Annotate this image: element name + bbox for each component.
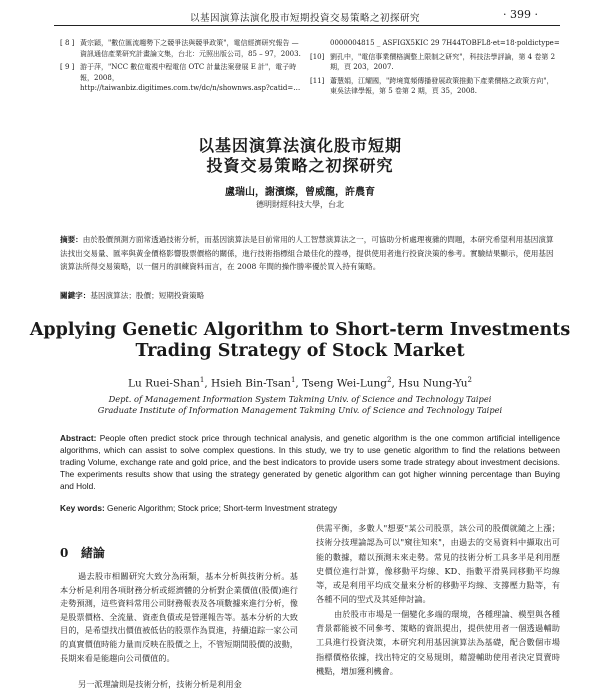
chinese-title-line-1: 以基因演算法演化股市短期 (197, 136, 402, 155)
chinese-abstract-label: 摘要： (60, 235, 83, 244)
section-title: 緒論 (80, 546, 105, 560)
chinese-keywords-text: 基因演算法；股價；短期投資策略 (90, 291, 205, 300)
reference-item (60, 38, 305, 59)
chinese-keywords-label: 關鍵字： (60, 291, 91, 300)
english-affiliations (0, 394, 600, 416)
reference-number: [ 9 ] (60, 63, 75, 71)
author-affiliation-mark: 1 (199, 376, 205, 384)
chinese-affiliation: 德明財經科技大學，台北 (256, 200, 344, 209)
section-heading (60, 544, 105, 561)
reference-text: 黃宗穎，"數位匯流趨勢下之競爭法與競爭政策"，電信經濟研究報告 — 資訊通信產業研究計畫論文集，台北：元照出版公司，85 – 97，2003. (80, 39, 301, 58)
header-rule (54, 25, 560, 26)
reference-item (310, 52, 560, 73)
author: Hsu Nung-Yu (398, 377, 468, 390)
author-affiliation-mark: 1 (290, 376, 296, 384)
reference-item (310, 76, 560, 97)
english-abstract (60, 432, 560, 492)
english-title-line-1: Applying Genetic Algorithm to Short-term Investments (29, 320, 571, 340)
english-keywords-label: Key words: (60, 503, 105, 513)
chinese-abstract (60, 233, 560, 274)
reference-text: 劉孔中，"電信事業價格調整上限制之研究"，科技法學評論，第 4 卷第 2 期，頁 203，2007. (330, 52, 556, 71)
references-left (60, 38, 305, 97)
english-abstract-text: People often predict stock price through technical analysis, and genetic algorithm is the one common artificial intelligence algorithms, which can assist to solve complex questions. In this study, we try to use genetic algorithm to find the relations between trading Volume, exchange rate and gold price, and the best indicators to provide users some trade strategy about investment decisions. The experiments results show that using the strategy generated by genetic algorithm can got higher winning percentage than Buying and Hold. (60, 433, 560, 492)
chinese-abstract-text: 由於股價預測方面常透過技術分析，而基因演算法是目前常用的人工智慧演算法之一，可協助分析處理複雜的問題，本研究希望利用基因演算法找出交易量、匯率與黃金價格影響股票價格的關係，進行技術指標組合最佳化的搜尋，提供使用者進行投資決策的參考。實驗結果顯示，使用基因演算法所得交易策略，以一個月的訓練資料而言，在 2008 年間的操作勝率優於買入持有策略。 (60, 235, 554, 271)
page-number: · 399 · (503, 8, 538, 21)
english-abstract-label: Abstract: (60, 433, 97, 443)
reference-text: 游于萍，"NCC 數位電視中程電信 OTC 計量法案發展 E 計"，電子時報，2008，http://taiwanbiz.digitimes.com.tw/dc/n/shownws.asp?catid=… (80, 63, 301, 92)
chinese-authors: 盧瑞山，謝濱燦，曾威龍，許農育 (225, 187, 375, 198)
running-header (0, 8, 600, 26)
reference-number: [11] (310, 76, 325, 85)
section-number: 0 (60, 546, 69, 560)
english-title-line-2: Trading Strategy of Stock Market (135, 341, 465, 361)
author-affiliation-mark: 2 (387, 376, 392, 384)
reference-number: [ 8 ] (60, 39, 75, 47)
author: Hsieh Bin-Tsan (211, 377, 291, 390)
body-paragraph: 由於股市市場是一個變化多端的環境，各種理論、模型與各種背景都能被不同參考、策略的資訊提出，提供使用者一個透過輔助工具進行投資決策，本研究利用基因演算法為基礎，配合數個市場指標價格依據，找出特定的交易規則，藉證輔助使用者決定買賣時機點，增加獲利機會。 (316, 608, 560, 676)
running-title: 以基因演算法演化股市短期投資交易策略之初探研究 (190, 13, 421, 24)
chinese-title (0, 136, 600, 176)
reference-item (60, 62, 305, 94)
english-affiliation-1: Dept. of Management Information System Takming Univ. of Science and Technology Taipei (108, 394, 492, 404)
reference-number: [10] (310, 52, 325, 61)
chinese-title-line-2: 投資交易策略之初探研究 (206, 156, 394, 175)
body-right-column (316, 521, 560, 678)
author-affiliation-mark: 2 (467, 376, 472, 384)
english-keywords-text: Generic Algorithm; Stock price; Short-term Investment strategy (107, 503, 338, 513)
english-title (0, 320, 600, 362)
author: Lu Ruei-Shan (128, 377, 200, 390)
english-authors: Lu Ruei-Shan$^1$, Hsieh Bin-Tsan$^1$, Tseng Wei-Lung$^2$, Hsu Nung-Yu$^2$ (128, 376, 472, 390)
body-paragraph: 供需平衡，多數人"想要"某公司股票，該公司的股價就隨之上漲；技術分技理論認為可以"窺往知來"，由過去的交易資料中擷取出可能的數據，藉以預測未來走勢。常見的技術分析工具多半是利用歷史價位進行計算，像移動平均線、KD、指數平滑異同移動平均線等，或是利用平均成交量來分析的移動平均線、支撐壓力點等，有各種不同的型式及其延伸討論。 (316, 523, 560, 605)
chinese-keywords (60, 290, 560, 301)
reference-text: 蕭慧娟，江耀國，"跨境寬頻傳播發展政策推動下產業價格之政策方向"，東吳法律學報，第 5 卷第 2 期，頁 35，2008. (330, 76, 554, 95)
author: Tseng Wei-Lung (302, 377, 388, 390)
reference-continuation: 0000004815 _ ASFIGX5KIC 29 7H44TOBFL8·et=18·poldictype= (330, 39, 560, 47)
english-affiliation-2: Graduate Institute of Information Management Takming Univ. of Science and Technology Taipei (97, 405, 503, 415)
references-right (310, 38, 560, 100)
english-keywords (60, 503, 560, 513)
body-paragraph: 過去股市相關研究大致分為兩類，基本分析與技術分析。基本分析是利用各項財務分析或經濟體的分析對企業價值(股價)進行走勢預測，這些資料常用公司財務報表及各項數據來進行分析，像是股票價格、全流量、資產負債或是營運報告等。基本分析的大致目的，是希望找出價值被低估的股票作為買進，持續追踪一家公司的真實價值時能力量而反映在股價之上，不管短期間股價的波動，長期來看是能趨向公司價值的。 (60, 571, 298, 663)
body-paragraph: 另一派理論則是技術分析，技術分析是利用金 (78, 679, 242, 689)
